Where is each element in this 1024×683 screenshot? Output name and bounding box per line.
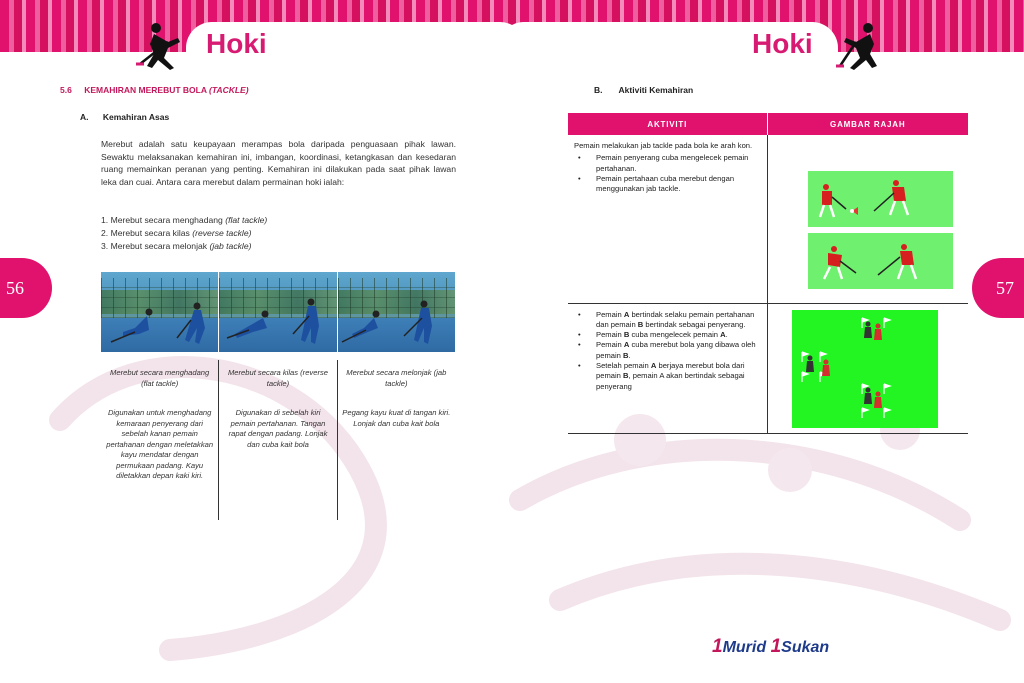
tackle-caption-table <box>101 360 455 520</box>
hockey-player-icon <box>134 20 190 72</box>
list-item: • Setelah pemain A berjaya merebut bola dari pemain B, pemain A akan bertindak sebagai penyerang <box>574 361 761 392</box>
table-row <box>568 135 968 303</box>
caption-name: Merebut secara menghadang (flat tackle) <box>110 368 210 388</box>
subsection-a-heading <box>80 112 169 122</box>
subsection-b-title: Aktiviti Kemahiran <box>618 85 694 95</box>
tackle-types-list <box>101 214 267 253</box>
list-item: • Pemain A bertindak selaku pemain pertahanan dan pemain B bertindak sebagai penyerang. <box>574 310 761 331</box>
hockey-player-icon <box>834 20 890 72</box>
page-title-right: Hoki <box>752 28 813 59</box>
subsection-b-letter: B. <box>594 85 603 95</box>
caption-desc: Digunakan di sebelah kiri pemain pertahanan. Tangan rapat dengan padang. Lonjak dan cuba kait bola <box>228 408 328 449</box>
caption-desc: Digunakan untuk menghadang kemaraan penyerang dari sebelah kanan pemain pertahanan dengan meletakkan kayu mendatar dengan permukaan padang. Kayu diletakkan depan kaki kiri. <box>106 408 214 480</box>
list-item: 3. Merebut secara melonjak (jab tackle) <box>101 241 252 251</box>
diagram-cell <box>767 303 968 433</box>
table-row <box>568 303 968 433</box>
subsection-a-letter: A. <box>80 112 89 122</box>
group-drill-diagram <box>792 310 938 428</box>
section-number: 5.6 <box>60 85 72 95</box>
section-title: KEMAHIRAN MEREBUT BOLA <box>84 85 207 95</box>
page-number-left: 56 <box>0 258 52 318</box>
caption-column <box>101 360 218 520</box>
jab-tackle-diagram-2 <box>808 233 953 289</box>
caption-column <box>218 360 336 520</box>
section-title-italic: (TACKLE) <box>209 85 249 95</box>
intro-paragraph: Merebut adalah satu keupayaan merampas bola daripada penguasaan pihak lawan. Sewaktu melaksanakan kemahiran ini, imbangan, koordinasi, ketangkasan dan kesedaran ruang memainkan peranan yang penting. Kemahiran ini dilakukan pada saat pihak lawan leka dan cuai. Antara cara merebut dalam permainan hoki ialah: <box>101 139 456 187</box>
activity-cell <box>568 135 767 303</box>
list-item: 2. Merebut secara kilas (reverse tackle) <box>101 228 252 238</box>
table-header-diagram: GAMBAR RAJAH <box>767 113 968 135</box>
caption-desc: Pegang kayu kuat di tangan kiri. Lonjak dan cuba kait bola <box>342 408 451 428</box>
list-item: • Pemain B cuba mengelecek pemain A. <box>574 330 761 340</box>
jab-tackle-photo <box>338 272 455 352</box>
jab-tackle-diagram-1 <box>808 171 953 227</box>
activity-cell <box>568 303 767 433</box>
activity-intro: Pemain melakukan jab tackle pada bola ke arah kon. <box>574 141 753 150</box>
section-heading <box>60 85 249 95</box>
table-header-activity: AKTIVITI <box>568 113 767 135</box>
caption-name: Merebut secara melonjak (jab tackle) <box>346 368 447 388</box>
caption-name: Merebut secara kilas (reverse tackle) <box>227 368 328 388</box>
subsection-b-heading <box>594 85 693 95</box>
reverse-tackle-photo <box>219 272 337 352</box>
list-item: 1. Merebut secara menghadang (flat tackle) <box>101 215 268 225</box>
subsection-a-title: Kemahiran Asas <box>102 112 170 122</box>
list-item: • Pemain penyerang cuba mengelecek pemain pertahanan. <box>574 153 761 174</box>
page-title-left: Hoki <box>206 28 267 59</box>
flat-tackle-photo <box>101 272 219 352</box>
list-item: • Pemain pertahaan cuba merebut dengan menggunakan jab tackle. <box>574 174 761 195</box>
brand-logo: 1Murid 1Sukan <box>712 636 830 657</box>
diagram-cell <box>767 135 968 303</box>
page-number-right: 57 <box>972 258 1024 318</box>
caption-column <box>337 360 455 520</box>
list-item: • Pemain A cuba merebut bola yang dibawa oleh pemain B. <box>574 340 761 361</box>
tackle-photo-strip <box>101 272 455 352</box>
activity-table <box>568 113 968 434</box>
